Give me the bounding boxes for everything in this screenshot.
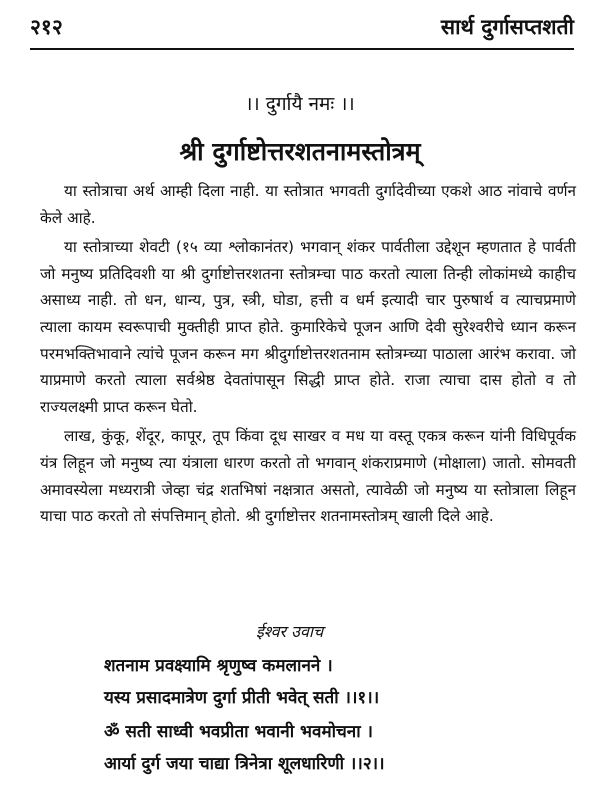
verse-line: ॐ सती साध्वी भवप्रीता भवानी भवमोचना । [104, 722, 374, 742]
paragraph-intro: या स्तोत्राचा अर्थ आम्ही दिला नाही. या स्तोत्रात भगवती दुर्गादेवीच्या एकशे आठ नांवाचे वर्णन केले आहे. [40, 182, 576, 227]
verse-line: यस्य प्रसादमात्रेण दुर्गा प्रीती भवेत् सती ।।१।। [104, 688, 380, 708]
paragraph-yantra: लाख, कुंकू, शेंदूर, कापूर, तूप किंवा दूध साखर व मध या वस्तू एकत्र करून यांनी विधिपूर्वक यंत्र लिहून जो मनुष्य त्या यंत्राला धारण करतो तो भगवान् शंकराप्रमाणे (मोक्षाला) जातो. सोमवती अमावस्येला मध्यरात्री जेव्हा चंद्र शतभिषां नक्षत्रात असतो, त्यावेळी जो मनुष्य या स्तोत्राला लिहून याचा पाठ करतो तो संपत्तिमान् होतो. श्री दुर्गाष्टोत्तर शतनामस्तोत्रम् खाली दिले आहे. [40, 427, 576, 526]
header-rule [30, 48, 574, 50]
page-header [30, 10, 574, 44]
invocation-line: ।। दुर्गायै नमः ।। [245, 93, 355, 115]
stotra-title: श्री दुर्गाष्टोत्तरशतनामस्तोत्रम् [179, 137, 421, 166]
commentary-text [40, 178, 576, 533]
speaker-heading: ईश्वर उवाच [256, 622, 324, 641]
page-number: २१२ [30, 15, 63, 39]
verse-line: आर्या दुर्ग जया चाद्या त्रिनेत्रा शूलधारिणी ।।२।। [104, 754, 385, 774]
verse-line: शतनाम प्रवक्ष्यामि श्रृणुष्व कमलानने । [104, 656, 333, 676]
paragraph-benefits: या स्तोत्राच्या शेवटी (१५ व्या श्लोकानंतर) भगवान् शंकर पार्वतीला उद्देशून म्हणतात हे पार्वती जो मनुष्य प्रतिदिवशी या श्री दुर्गाष्टोत्तरशतना स्तोत्रम्चा पाठ करतो त्याला तिन्ही लोकांमध्ये काहीच असाध्य नाही. तो धन, धान्य, पुत्र, स्त्री, घोडा, हत्ती व धर्म इत्यादी चार पुरुषार्थ व त्याचप्रमाणे त्याला कायम स्वरूपाची मुक्तीही प्राप्त होते. कुमारिकेचे पूजन आणि देवी सुरेश्वरीचे ध्यान करून परमभक्तिभावाने त्यांचे पूजन करून मग श्रीदुर्गाष्टोत्तरशतनाम स्तोत्रम्च्या पाठाला आरंभ करावा. जो याप्रमाणे करतो त्याला सर्वश्रेष्ठ देवतांपासून सिद्धी प्राप्त होते. राजा त्याचा दास होतो व तो राज्यलक्ष्मी प्राप्त करून घेतो. [40, 238, 576, 416]
verse-block [104, 650, 385, 780]
running-title: सार्थ दुर्गासप्तशती [440, 15, 574, 39]
